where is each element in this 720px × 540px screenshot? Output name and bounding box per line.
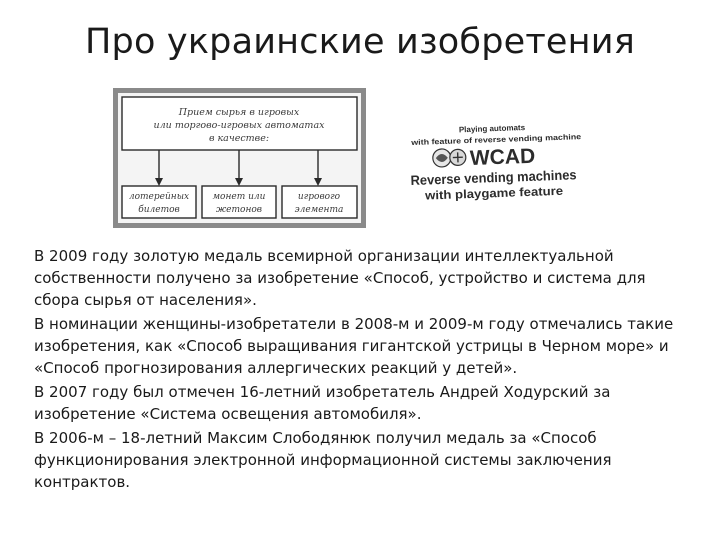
paragraph-1: В 2009 году золотую медаль всемирной организации интеллектуальной собственности получено за изобретение «Способ, устройство и система для сбора сырья от населения».	[34, 247, 646, 309]
paragraph-3: В 2007 году был отмечен 16-летний изобретатель Андрей Ходурский за изобретение «Система освещения автомобиля».	[34, 383, 611, 423]
paragraph-2: В номинации женщины-изобретатели в 2008-м и 2009-м году отмечались такие изобретения, как «Способ выращивания гигантской устрицы в Черном море» и «Способ прогнозирования аллергических реакций у детей».	[34, 315, 674, 377]
logo-line-1: Playing automats	[458, 123, 526, 135]
logo-line-2: with feature of reverse vending machine	[411, 132, 557, 148]
logo-brand: WCAD	[469, 144, 536, 170]
diagram-figure	[113, 88, 366, 228]
paragraph-4: В 2006-м – 18-летний Максим Слободянюк получил медаль за «Способ функционирования электронной информационной системы заключения контрактов.	[34, 429, 612, 491]
diagram-box-2-line-1: монет или	[212, 192, 266, 202]
wcad-logo	[408, 120, 588, 205]
diagram-box-3-line-2: элемента	[294, 205, 344, 215]
diagram-top-line-3: в качестве:	[208, 133, 270, 144]
diagram-top-line-1: Прием сырья в игровых	[178, 107, 300, 118]
diagram-box-3-line-1: игрового	[297, 192, 341, 202]
diagram-top-line-2: или торгово-игровых автоматах	[153, 120, 325, 131]
diagram-box-1-line-1: лотерейных	[128, 192, 190, 202]
logo-line-4: with playgame feature	[424, 184, 552, 203]
diagram-box-2-line-2: жетонов	[215, 205, 263, 215]
slide-title: Про украинские изобретения	[85, 22, 635, 62]
logo-line-3: Reverse vending machines	[410, 166, 585, 189]
wcad-logo-svg	[408, 120, 588, 205]
logo-emblem-icon	[433, 148, 467, 167]
diagram-box-1-line-2: билетов	[138, 205, 180, 215]
body-text	[34, 245, 694, 495]
diagram-svg	[113, 88, 366, 228]
